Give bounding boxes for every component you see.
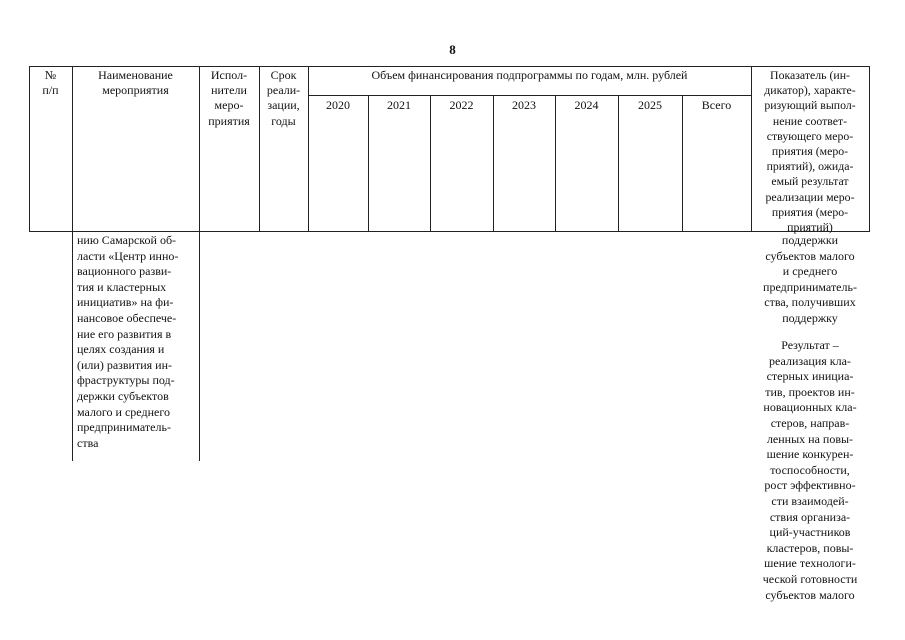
col-border-year-2022-2023 [493, 95, 494, 232]
header-year-2023: 2023 [512, 98, 536, 112]
col-border-right [869, 66, 870, 232]
funding-subheader-border [308, 95, 751, 96]
header-measure-name: Наименование мероприятия [98, 68, 173, 98]
header-row-number: № п/п [42, 68, 59, 98]
header-year-2024: 2024 [574, 98, 599, 112]
page-number: 8 [449, 42, 456, 57]
indicator-text-part1: поддержки субъектов малого и среднего предприниматель- ства, получивших поддержку [763, 233, 857, 325]
header-year-2021: 2021 [387, 98, 411, 112]
header-indicator: Показатель (ин- дикатор), характе- ризующий выпол- нение соответ- ствующего меро- приятия (меро- приятий), ожида- емый результат реализации меро- приятия (меро- приятий) [764, 68, 856, 235]
header-executors: Испол- нители меро- приятия [208, 68, 250, 128]
header-year-2025: 2025 [638, 98, 662, 112]
col-border-year-2023-2024 [555, 95, 556, 232]
col-border-term-funding [308, 66, 309, 232]
col-border-year-2025-total [682, 95, 683, 232]
table-top-border [29, 66, 869, 67]
header-year-total: Всего [701, 98, 732, 112]
col-border-year-2024-2025 [618, 95, 619, 232]
header-year-2020: 2020 [326, 98, 350, 112]
header-implementation-term: Срок реали- зации, годы [266, 68, 301, 128]
col-border-num-name [72, 66, 73, 461]
col-border-year-2020-2021 [368, 95, 369, 232]
col-border-year-2021-2022 [430, 95, 431, 232]
measure-name-text: нию Самарской об- ласти «Центр инно- вационного разви- тия и кластерных инициатив» на фи- нансовое обеспече- ние его развития в целях создания и (или) развития ин- фраструктуры под- держки субъектов малого и среднего предприниматель- ства [77, 233, 179, 450]
header-year-2022: 2022 [449, 98, 474, 112]
table-header-bottom-border [29, 231, 869, 232]
header-funding-volume: Объем финансирования подпрограммы по годам, млн. рублей [371, 68, 688, 82]
indicator-text-part2: Результат – реализация кла- стерных инициа- тив, проектов ин- новационных кла- стеров, направ- ленных на повы- шение конкурен- тоспособности, рост эффективно- сти взаимодей- ствия организа- ций-участников кластеров, повы- шение технологи- ческой готовности субъектов малого [762, 338, 858, 602]
